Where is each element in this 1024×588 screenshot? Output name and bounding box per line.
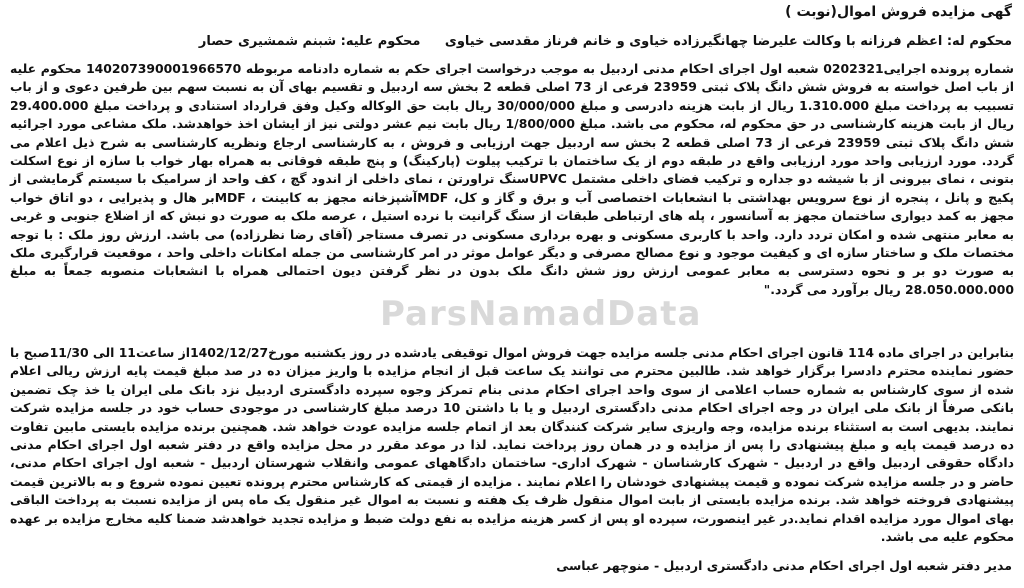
site-watermark: ParsNamadData — [380, 294, 702, 334]
defendant-text: محکوم علیه: شبنم شمشیری حصار — [198, 34, 421, 49]
signature-line: مدیر دفتر شعبه اول اجرای احکام مدنی دادگستری اردبیل - منوچهر عباسی — [556, 558, 1012, 573]
claimant-text: محکوم له: اعظم فرزانه با وکالت علیرضا چهانگیرزاده خیاوی و خانم فرناز مقدسی خیاوی — [444, 34, 1012, 49]
notice-paragraph-1: شماره پرونده اجرایی0202321 شعبه اول اجرای احکام مدنی اردبیل به موجب درخواست اجرای حکم به شماره دادنامه مربوطه 140207390001966570 محکوم علیه از باب اصل خواسته به فروش شش دانگ پلاک ثبتی 23959 فرعی از 73 اصلی قطعه 2 بخش سه اردبیل و تقسیم بهای آن به نسبت سهم بین طرفین دعوی و از باب تسبیب به پرداخت مبلغ 1.310.000 ریال از بابت هزینه دادرسی و مبلغ 30/000/000 ریال بابت حق الوکاله وکیل وفق قرارداد استنادی و پرداخت مبلغ 29.400.000 ریال از بابت هزینه کارشناسی در حق محکوم له، محکوم می باشد. مبلغ 1/800/000 ریال بابت نیم عشر دولتی نیز از ایشان اخذ خواهدشد. ملک مشاعی مورد اجرائیه شش دانگ پلاک ثبتی 23959 فرعی از 73 اصلی قطعه 2 بخش سه اردبیل جهت ارزیابی و فروش ، به کارشناسی ارجاع ونظریه کارشناسی به شرح ذیل اعلام می گردد. مورد ارزیابی واحد مورد ارزیابی واقع در طبقه دوم از یک ساختمان با ترکیب پیلوت (پارکینگ) و پنج طبقه فوقانی به همراه بهار خواب با سازه از نوع اسکلت بتونی ، نمای بیرونی از با شیشه دو جداره و ترکیب فضای داخلی مشتمل UPVCسنگ تراورتن ، نمای داخلی از اندود گچ ، کف واحد از سرامیک با سیستم گرمایشی از پکیج و پانل ، پنجره از نوع سرویس بهداشتی با انشعابات اختصاصی آب و برق و گاز و کل، MDFآشپزخانه مجهز به کابینت ، MDFبر هال و پذیرایی ، دو اتاق خواب مجهز به کمد دیواری ساختمان مجهز به آسانسور ، پله های ارتباطی طبقات از سنگ گرانیت با نرده استیل ، عرصه ملک به صورت دو نبش که از اضلاع جنوبی و غربی به معابر منتهی شده و امکان تردد دارد. واحد با کاربری مسکونی و بهره برداری مسکونی در تصرف مستاجر (آقای رضا نظرزاده) می باشد. ارزش روز ملک : با توجه مختصات ملک و ساختار سازه ای و کیفیت موجود و نوع مصالح مصرفی و دیگر عوامل موثر در امر کارشناسی من جمله امکانات داخلی واحد ، موقعیت قرارگیری ملک به صورت دو بر و نحوه دسترسی به معابر عمومی ارزش روز شش دانگ ملک بدون در نظر گرفتن دیون احتمالی همراه با انشعابات منصوبه جمعاً به مبلغ 28.050.000.000 ریال برآورد می گردد." — [10, 61, 1015, 297]
notice-paragraph-2: بنابراین در اجرای ماده 114 قانون اجرای احکام مدنی جلسه مزایده جهت فروش اموال توقیفی یادشده در روز یکشنبه مورخ1402/12/27از ساعت11 الی 11/30صبح با حضور نماینده محترم دادسرا برگزار خواهد شد. طالبین محترم می توانند یک ساعت قبل از انجام مزایده با واریز میزان ده در صد مبلغ قیمت پایه ارزش ریالی اعلام شده از سوی کارشناس به شماره حساب اعلامی از سوی واحد اجرای احکام مدنی بنام تمرکز وجوه سپرده دادگستری اردبیل نزد بانک ملی ایران یا خذ چک تضمین بانکی صرفاً از بانک ملی ایران در وجه اجرای احکام مدنی دادگستری اردبیل و یا با داشتن 10 درصد مبلغ کارشناسی در موجودی حساب خود در جلسه مزایده شرکت نمایند. بدیهی است به استثناء برنده مزایده، وجه واریزی سایر شرکت کنندگان بعد از اتمام جلسه مزایده عودت خواهد شد. همچنین برنده مزایده بایستی مابین تفاوت ده درصد قیمت پایه و مبلغ پیشنهادی را پس از مزایده و در همان روز پرداخت نماید. لذا در موعد مقرر در محل مزایده واقع در دفتر شعبه اول اجرای احکام مدنی دادگاه حقوقی اردبیل واقع در اردبیل - شهرک کارشناسان - شهرک اداری- ساختمان دادگاههای عمومی وانقلاب شهرستان اردبیل - شعبه اول اجرای احکام مدنی، حاضر و در جلسه مزایده شرکت نموده و قیمت پیشنهادی خودشان را اعلام نمایند . مزایده از قیمتی که کارشناس محترم پرونده تعیین نموده شروع و به بالاترین قیمت پیشنهادی فروخته خواهد شد. برنده مزایده بایستی از بابت اموال منقول ظرف یک هفته و نسبت به اموال غیر منقول یک ماه پس از مزایده نسبت به پرداخت الباقی بهای اموال مورد مزایده اقدام نماید.در غیر اینصورت، سپرده او پس از کسر هزینه مزایده به نفع دولت ضبط و مزایده تجدید خواهدشد ضمنا کلیه مخارج مزایده بر عهده محکوم علیه می باشد. — [10, 345, 1014, 545]
parties-line — [12, 34, 1012, 49]
notice-title: گهی مزایده فروش اموال(نوبت ) — [785, 4, 1012, 20]
